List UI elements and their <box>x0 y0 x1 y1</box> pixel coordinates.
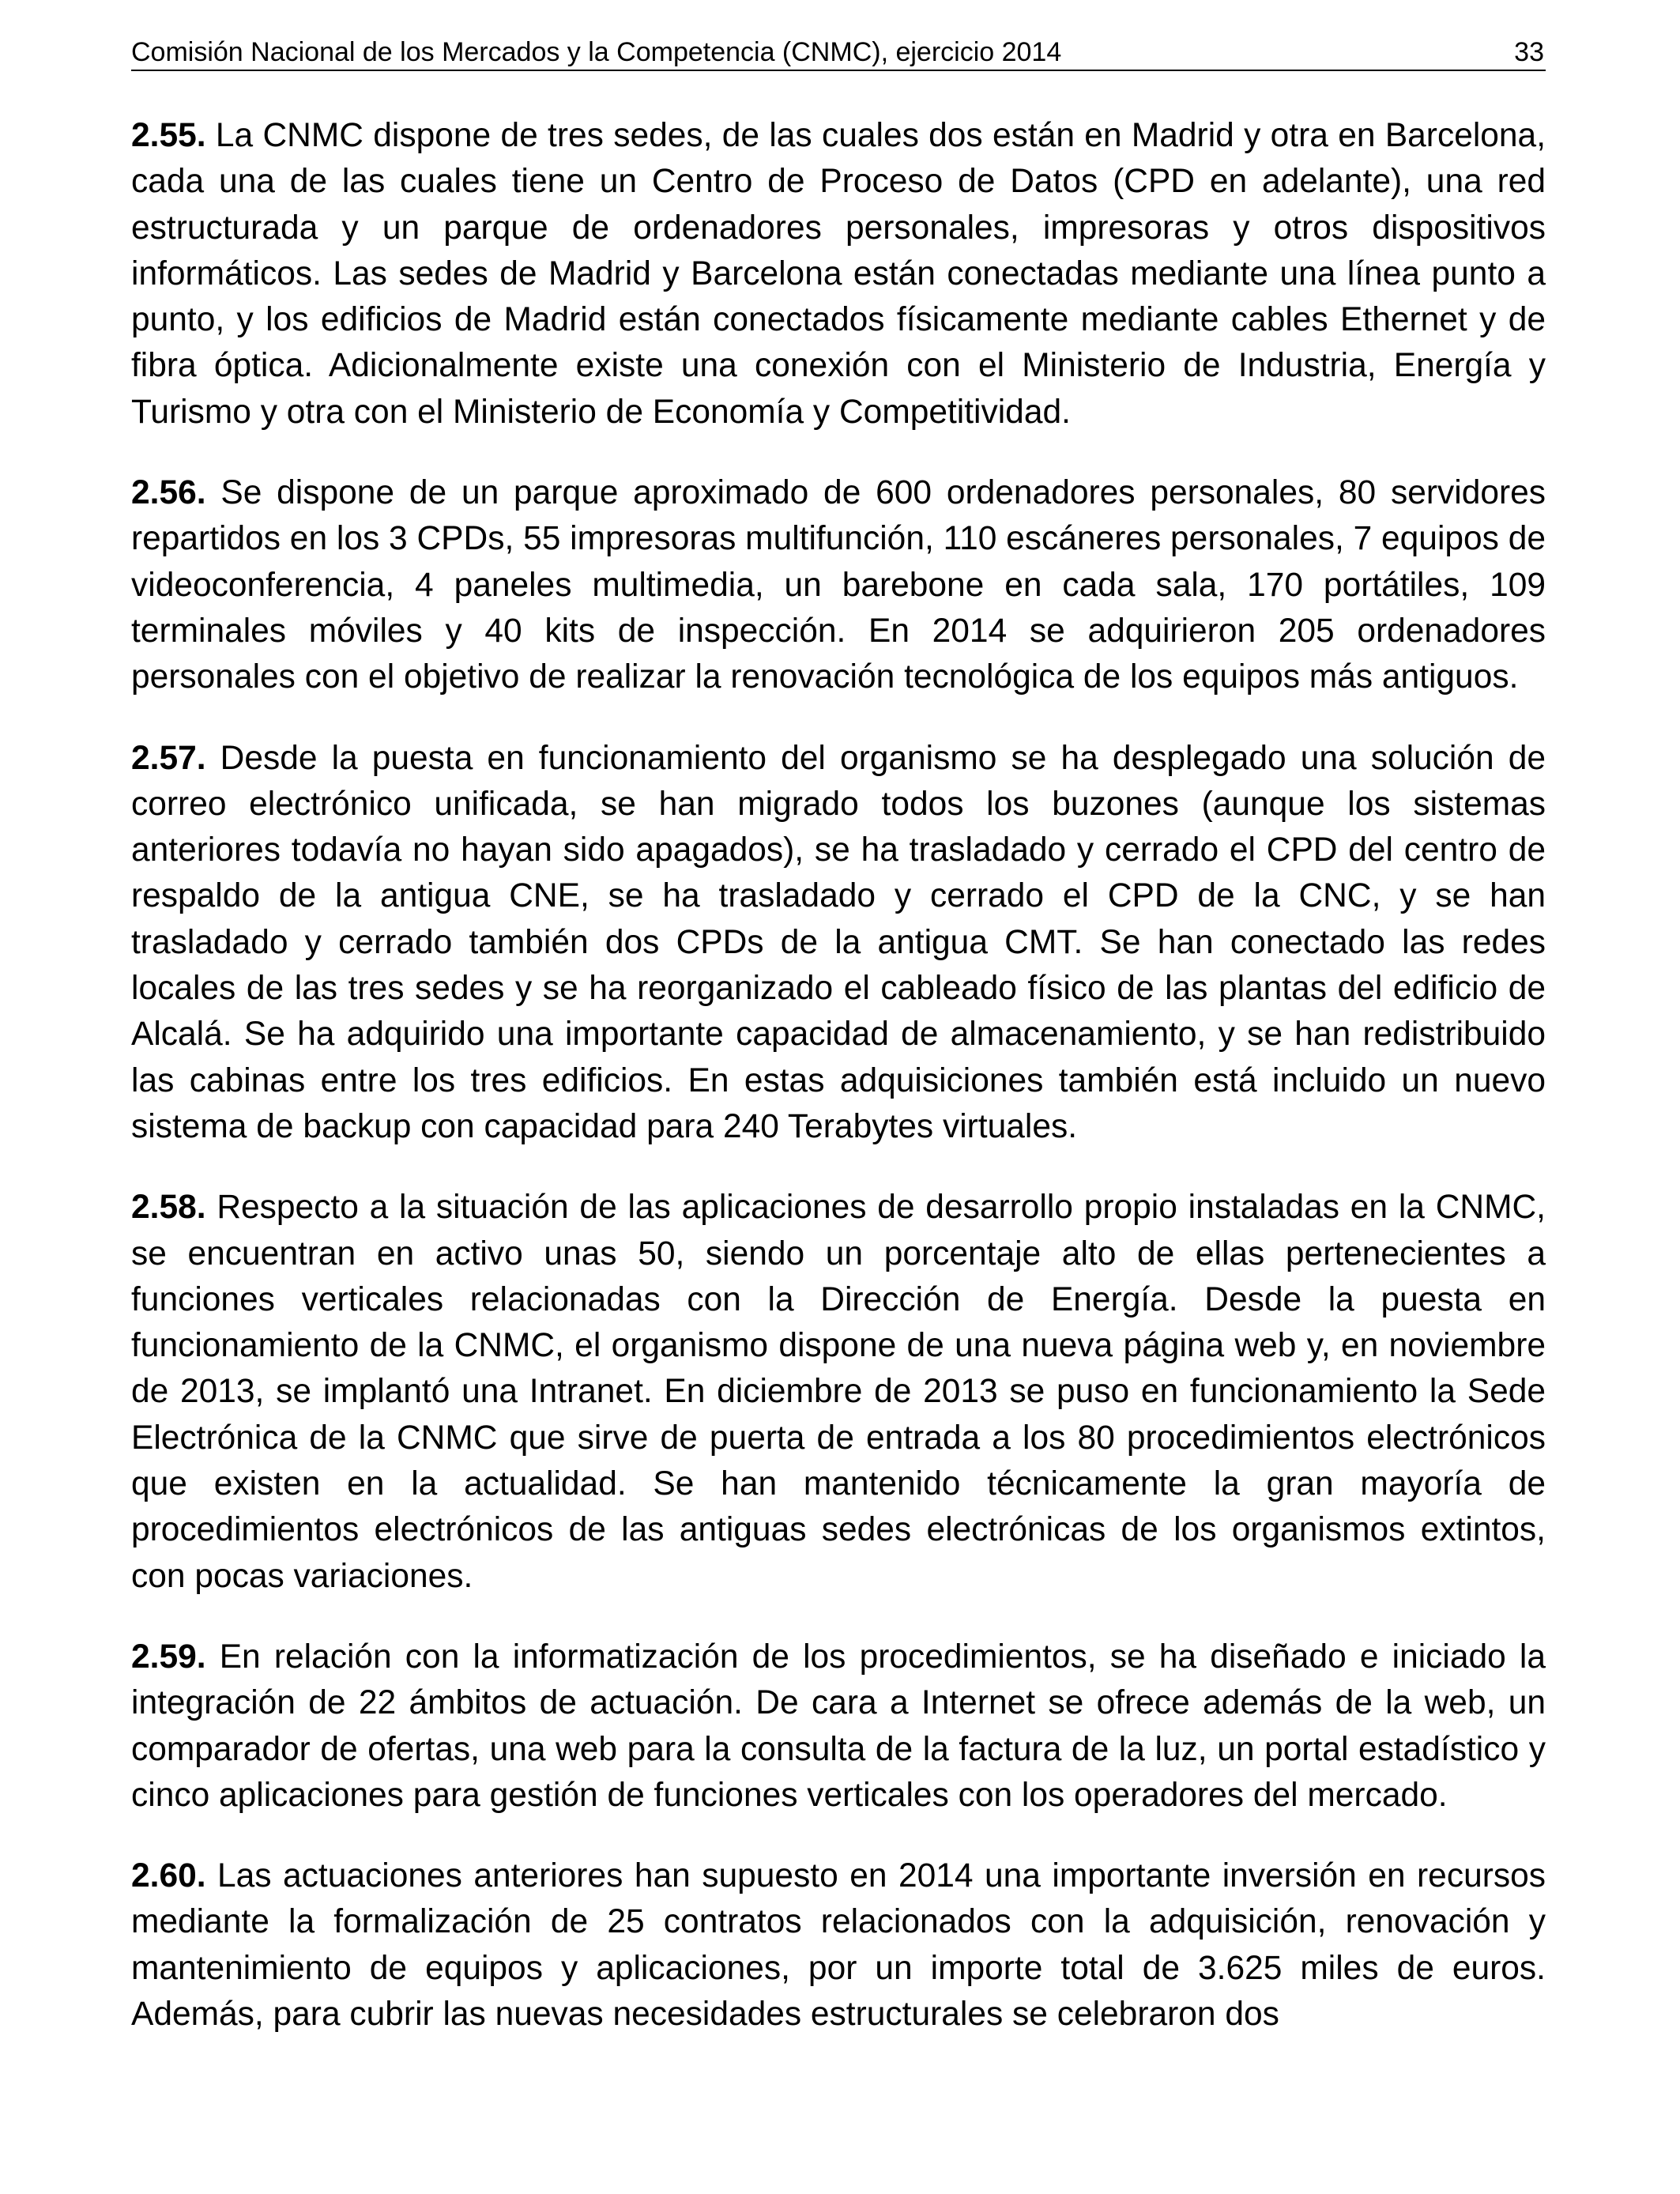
paragraph-2-58 <box>131 1185 1546 1600</box>
page-header <box>131 30 1546 71</box>
paragraph-text: En relación con la informatización de los procedimientos, se ha diseñado e iniciado la integración de 22 ámbitos de actuación. De cara a Internet se ofrece además de la web, un comparador de ofertas, una web para la consulta de la factura de la luz, un portal estadístico y cinco aplicaciones para gestión de funciones verticales con los operadores del mercado. <box>131 1638 1546 1814</box>
paragraph-number: 2.58. <box>131 1189 206 1227</box>
paragraph-number: 2.60. <box>131 1857 206 1895</box>
paragraph-2-56 <box>131 470 1546 700</box>
paragraph-text: Las actuaciones anteriores han supuesto en 2014 una importante inversión en recursos mediante la formalización de 25 contratos relacionados con la adquisición, renovación y mantenimiento de equipos y aplicaciones, por un importe total de 3.625 miles de euros. Además, para cubrir las nuevas necesidades estructurales se celebraron dos <box>131 1857 1546 2033</box>
paragraph-text: Respecto a la situación de las aplicaciones de desarrollo propio instaladas en la CNMC, se encuentran en activo unas 50, siendo un porcentaje alto de ellas pertenecientes a funciones verticales relacionadas con la Dirección de Energía. Desde la puesta en funcionamiento de la CNMC, el organismo dispone de una nueva página web y, en noviembre de 2013, se implantó una Intranet. En diciembre de 2013 se puso en funcionamiento la Sede Electrónica de la CNMC que sirve de puerta de entrada a los 80 procedimientos electrónicos que existen en la actualidad. Se han mantenido técnicamente la gran mayoría de procedimientos electrónicos de las antiguas sedes electrónicas de los organismos extintos, con pocas variaciones. <box>131 1189 1546 1595</box>
paragraph-2-55 <box>131 113 1546 435</box>
page-number: 33 <box>1514 37 1544 67</box>
document-page <box>131 0 1546 2194</box>
paragraph-number: 2.57. <box>131 739 206 777</box>
paragraph-2-57 <box>131 736 1546 1151</box>
paragraph-2-59 <box>131 1634 1546 1819</box>
document-body <box>131 113 1546 2072</box>
paragraph-number: 2.56. <box>131 474 206 512</box>
paragraph-text: Desde la puesta en funcionamiento del organismo se ha desplegado una solución de correo electrónico unificada, se han migrado todos los buzones (aunque los sistemas anteriores todavía no hayan sido apagados), se ha trasladado y cerrado el CPD del centro de respaldo de la antigua CNE, se ha trasladado y cerrado el CPD de la CNC, y se han trasladado y cerrado también dos CPDs de la antigua CMT. Se han conectado las redes locales de las tres sedes y se ha reorganizado el cableado físico de las plantas del edificio de Alcalá. Se ha adquirido una importante capacidad de almacenamiento, y se han redistribuido las cabinas entre los tres edificios. En estas adquisiciones también está incluido un nuevo sistema de backup con capacidad para 240 Terabytes virtuales. <box>131 739 1546 1145</box>
paragraph-number: 2.59. <box>131 1638 206 1676</box>
paragraph-text: La CNMC dispone de tres sedes, de las cuales dos están en Madrid y otra en Barcelona, cada una de las cuales tiene un Centro de Proceso de Datos (CPD en adelante), una red estructurada y un parque de ordenadores personales, impresoras y otros dispositivos informáticos. Las sedes de Madrid y Barcelona están conectadas mediante una línea punto a punto, y los edificios de Madrid están conectados físicamente mediante cables Ethernet y de fibra óptica. Adicionalmente existe una conexión con el Ministerio de Industria, Energía y Turismo y otra con el Ministerio de Economía y Competitividad. <box>131 117 1546 431</box>
paragraph-text: Se dispone de un parque aproximado de 600 ordenadores personales, 80 servidores repartidos en los 3 CPDs, 55 impresoras multifunción, 110 escáneres personales, 7 equipos de videoconferencia, 4 paneles multimedia, un barebone en cada sala, 170 portátiles, 109 terminales móviles y 40 kits de inspección. En 2014 se adquirieron 205 ordenadores personales con el objetivo de realizar la renovación tecnológica de los equipos más antiguos. <box>131 474 1546 696</box>
header-title: Comisión Nacional de los Mercados y la Competencia (CNMC), ejercicio 2014 <box>131 37 1062 67</box>
paragraph-number: 2.55. <box>131 117 206 154</box>
paragraph-2-60 <box>131 1853 1546 2038</box>
